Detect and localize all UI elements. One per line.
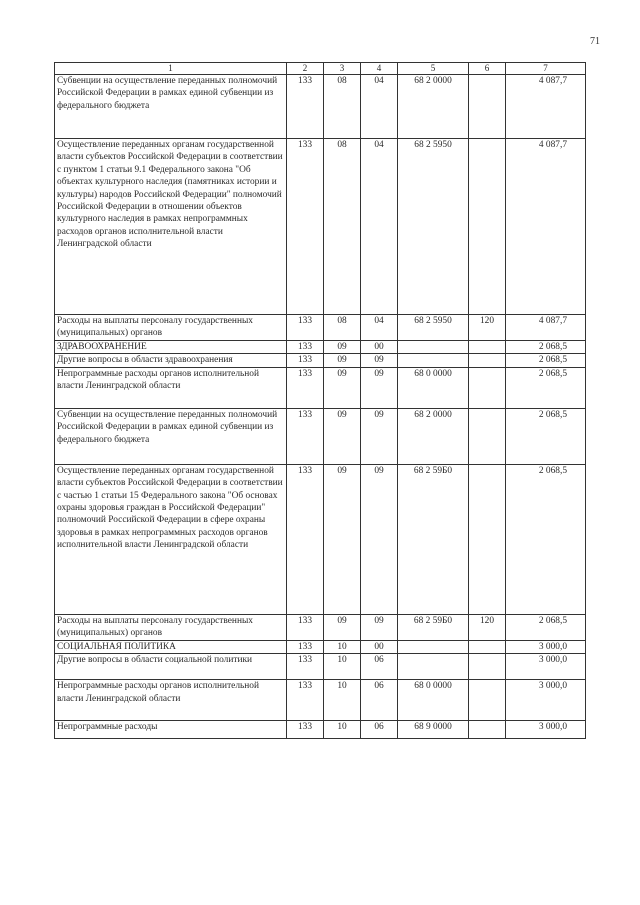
- budget-table: [54, 62, 586, 739]
- table-row: [55, 408, 586, 464]
- header-cell: 3: [324, 63, 361, 75]
- amount-cell: 2 068,5: [506, 464, 586, 614]
- section-cell: 10: [324, 654, 361, 680]
- name-cell: Субвенции на осуществление переданных полномочий Российской Федерации в рамках единой субвенции из федерального бюджета: [55, 408, 287, 464]
- target-article-cell: [398, 640, 469, 653]
- section-cell: 10: [324, 721, 361, 739]
- expense-type-cell: [469, 464, 506, 614]
- section-cell: 09: [324, 367, 361, 408]
- amount-cell: 4 087,7: [506, 315, 586, 341]
- header-cell: 4: [361, 63, 398, 75]
- amount-cell: 3 000,0: [506, 640, 586, 653]
- subsection-cell: 06: [361, 721, 398, 739]
- amount-cell: 2 068,5: [506, 341, 586, 354]
- target-article-cell: 68 2 59Б0: [398, 464, 469, 614]
- ved-cell: 133: [287, 315, 324, 341]
- subsection-cell: 00: [361, 341, 398, 354]
- subsection-cell: 09: [361, 367, 398, 408]
- name-cell: Расходы на выплаты персоналу государственных (муниципальных) органов: [55, 315, 287, 341]
- page-number: 71: [590, 36, 600, 47]
- header-row: [55, 63, 586, 75]
- section-cell: 10: [324, 680, 361, 721]
- target-article-cell: [398, 654, 469, 680]
- section-cell: 09: [324, 408, 361, 464]
- amount-cell: 3 000,0: [506, 680, 586, 721]
- table-row: [55, 341, 586, 354]
- subsection-cell: 00: [361, 640, 398, 653]
- ved-cell: 133: [287, 75, 324, 139]
- table-row: [55, 614, 586, 640]
- amount-cell: 4 087,7: [506, 75, 586, 139]
- section-cell: 08: [324, 75, 361, 139]
- target-article-cell: 68 2 0000: [398, 408, 469, 464]
- ved-cell: 133: [287, 721, 324, 739]
- target-article-cell: 68 2 0000: [398, 75, 469, 139]
- table-row: [55, 367, 586, 408]
- section-cell: 09: [324, 341, 361, 354]
- target-article-cell: 68 0 0000: [398, 680, 469, 721]
- expense-type-cell: 120: [469, 315, 506, 341]
- target-article-cell: 68 2 5950: [398, 315, 469, 341]
- expense-type-cell: [469, 721, 506, 739]
- target-article-cell: 68 9 0000: [398, 721, 469, 739]
- amount-cell: 3 000,0: [506, 721, 586, 739]
- amount-cell: 3 000,0: [506, 654, 586, 680]
- subsection-cell: 04: [361, 315, 398, 341]
- header-cell: 7: [506, 63, 586, 75]
- name-cell: Непрограммные расходы органов исполнительной власти Ленинградской области: [55, 680, 287, 721]
- header-cell: 6: [469, 63, 506, 75]
- amount-cell: 2 068,5: [506, 614, 586, 640]
- target-article-cell: [398, 354, 469, 367]
- subsection-cell: 09: [361, 464, 398, 614]
- name-cell: Непрограммные расходы: [55, 721, 287, 739]
- target-article-cell: 68 2 5950: [398, 139, 469, 315]
- header-cell: 5: [398, 63, 469, 75]
- name-cell: СОЦИАЛЬНАЯ ПОЛИТИКА: [55, 640, 287, 653]
- header-cell: 1: [55, 63, 287, 75]
- amount-cell: 4 087,7: [506, 139, 586, 315]
- section-cell: 09: [324, 354, 361, 367]
- target-article-cell: 68 0 0000: [398, 367, 469, 408]
- table-row: [55, 680, 586, 721]
- ved-cell: 133: [287, 464, 324, 614]
- expense-type-cell: [469, 75, 506, 139]
- table-row: [55, 354, 586, 367]
- name-cell: Непрограммные расходы органов исполнительной власти Ленинградской области: [55, 367, 287, 408]
- ved-cell: 133: [287, 367, 324, 408]
- subsection-cell: 09: [361, 614, 398, 640]
- expense-type-cell: [469, 139, 506, 315]
- subsection-cell: 04: [361, 139, 398, 315]
- section-cell: 08: [324, 139, 361, 315]
- ved-cell: 133: [287, 680, 324, 721]
- name-cell: Другие вопросы в области социальной политики: [55, 654, 287, 680]
- table-row: [55, 75, 586, 139]
- expense-type-cell: [469, 341, 506, 354]
- header-cell: 2: [287, 63, 324, 75]
- table-row: [55, 721, 586, 739]
- expense-type-cell: [469, 354, 506, 367]
- table-row: [55, 139, 586, 315]
- section-cell: 09: [324, 614, 361, 640]
- subsection-cell: 06: [361, 680, 398, 721]
- name-cell: Осуществление переданных органам государственной власти субъектов Российской Федерации в соответствии с пунктом 1 статьи 9.1 Федерального закона "Об объектах культурного наследия (памятниках истории и культуры) народов Российской Федерации" полномочий Российской Федерации в отношении объектов культурного наследия в рамках непрограммных расходов органов исполнительной власти Ленинградской области: [55, 139, 287, 315]
- section-cell: 10: [324, 640, 361, 653]
- target-article-cell: [398, 341, 469, 354]
- expense-type-cell: [469, 367, 506, 408]
- ved-cell: 133: [287, 408, 324, 464]
- expense-type-cell: [469, 408, 506, 464]
- ved-cell: 133: [287, 354, 324, 367]
- subsection-cell: 04: [361, 75, 398, 139]
- ved-cell: 133: [287, 139, 324, 315]
- name-cell: ЗДРАВООХРАНЕНИЕ: [55, 341, 287, 354]
- name-cell: Субвенции на осуществление переданных полномочий Российской Федерации в рамках единой субвенции из федерального бюджета: [55, 75, 287, 139]
- amount-cell: 2 068,5: [506, 354, 586, 367]
- ved-cell: 133: [287, 640, 324, 653]
- section-cell: 08: [324, 315, 361, 341]
- table-row: [55, 654, 586, 680]
- ved-cell: 133: [287, 614, 324, 640]
- ved-cell: 133: [287, 341, 324, 354]
- target-article-cell: 68 2 59Б0: [398, 614, 469, 640]
- expense-type-cell: [469, 640, 506, 653]
- name-cell: Осуществление переданных органам государственной власти субъектов Российской Федерации в соответствии с частью 1 статьи 15 Федерального закона "Об основах охраны здоровья граждан в Российской Федерации" полномочий Российской Федерации в сфере охраны здоровья в рамках непрограммных расходов органов исполнительной власти Ленинградской области: [55, 464, 287, 614]
- name-cell: Другие вопросы в области здравоохранения: [55, 354, 287, 367]
- table-row: [55, 640, 586, 653]
- table-row: [55, 315, 586, 341]
- subsection-cell: 09: [361, 354, 398, 367]
- name-cell: Расходы на выплаты персоналу государственных (муниципальных) органов: [55, 614, 287, 640]
- section-cell: 09: [324, 464, 361, 614]
- ved-cell: 133: [287, 654, 324, 680]
- amount-cell: 2 068,5: [506, 367, 586, 408]
- subsection-cell: 09: [361, 408, 398, 464]
- amount-cell: 2 068,5: [506, 408, 586, 464]
- subsection-cell: 06: [361, 654, 398, 680]
- expense-type-cell: 120: [469, 614, 506, 640]
- expense-type-cell: [469, 680, 506, 721]
- table-row: [55, 464, 586, 614]
- expense-type-cell: [469, 654, 506, 680]
